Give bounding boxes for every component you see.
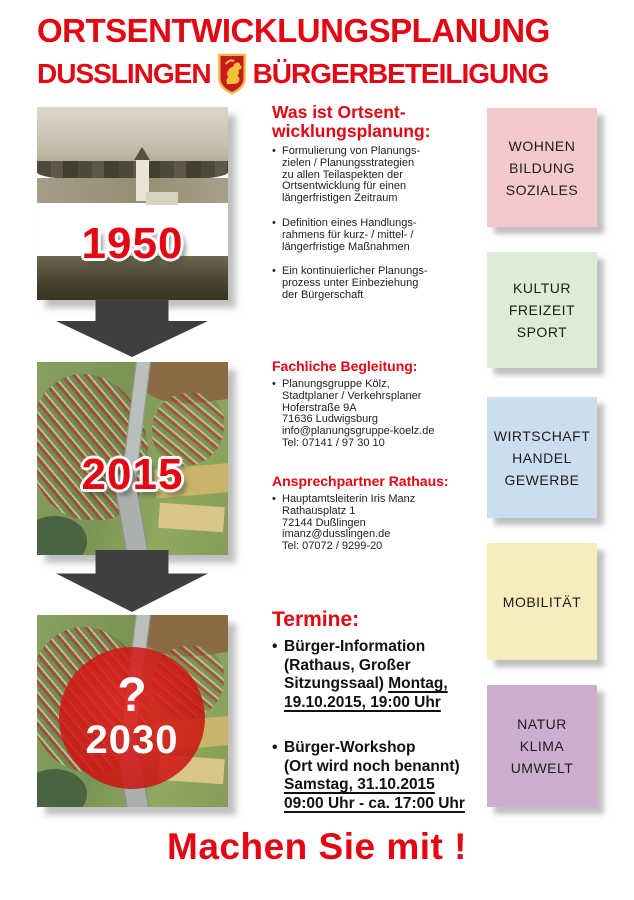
- text-line: KULTUR: [513, 280, 571, 296]
- text-line: imanz@dusslingen.de: [282, 528, 391, 541]
- year-label-2015: 2015: [81, 450, 184, 499]
- event-line: • Bürger-Information: [284, 638, 426, 655]
- title-dusslingen: DUSSLINGEN: [37, 58, 211, 89]
- text-line: Tel: 07072 / 9299-20: [282, 540, 383, 553]
- text-line: Tel: 07141 / 97 30 10: [282, 436, 385, 449]
- text-line: • Planungsgruppe Kölz,: [282, 378, 390, 390]
- section-heading: [272, 103, 484, 141]
- section-termine: [272, 608, 484, 813]
- termine-event-buerger-information: [272, 638, 484, 712]
- dusslingen-coat-of-arms-icon: [218, 53, 246, 95]
- section-heading: Fachliche Begleitung:: [272, 358, 418, 374]
- text-line: zielen / Planungsstrategien: [282, 156, 415, 169]
- event-line: [284, 675, 484, 694]
- text-line: SOZIALES: [505, 181, 579, 198]
- photo-1950-aerial-view: [37, 107, 228, 300]
- bullet-item: [272, 266, 484, 301]
- termine-event-buerger-workshop: [272, 739, 484, 813]
- text-line: BILDUNG: [509, 159, 575, 176]
- call-to-action: Machen Sie mit !: [167, 826, 467, 867]
- photo-wheat-field: [158, 503, 225, 533]
- text-line: Stadtplaner / Verkehrsplaner: [282, 389, 422, 402]
- contact-block: [272, 494, 484, 553]
- contact-block: [272, 379, 484, 450]
- text-line: längerfristige Maßnahmen: [282, 240, 410, 253]
- heading-line: Was ist Ortsent-: [272, 102, 406, 122]
- text-line: Hoferstraße 9A: [282, 401, 357, 414]
- section-heading: Termine:: [272, 608, 360, 631]
- future-question-circle: [59, 647, 205, 789]
- event-date: Samstag, 31.10.2015: [284, 776, 435, 793]
- keyword-box-mobilitaet: [487, 543, 597, 660]
- text-line: 72144 Dußlingen: [282, 516, 366, 529]
- title-buergerbeteiligung: BÜRGERBETEILIGUNG: [252, 58, 549, 89]
- section-ansprechpartner: [272, 473, 484, 566]
- keyword-box-wohnen-bildung-soziales: [487, 108, 597, 227]
- text-line: zu allen Teilaspekten der: [282, 168, 403, 181]
- bullet-item: [272, 146, 484, 205]
- section-fachliche-begleitung: [272, 358, 484, 463]
- text-line: Rathausplatz 1: [282, 504, 356, 517]
- text-line: • Hauptamtsleiterin Iris Manz: [282, 493, 416, 505]
- photo-fields: [37, 178, 228, 203]
- question-mark: ?: [117, 669, 147, 722]
- event-text: Sitzungssaal): [284, 675, 389, 692]
- heading-line: wicklungsplanung:: [272, 121, 431, 141]
- event-date: 09:00 Uhr - ca. 17:00 Uhr: [284, 794, 465, 812]
- text-line: WOHNEN: [508, 137, 576, 154]
- text-line: Ortsentwicklung für einen: [282, 180, 407, 193]
- text-line: info@planungsgruppe-koelz.de: [282, 425, 435, 438]
- text-line: MOBILITÄT: [502, 593, 582, 610]
- event-date: Montag,: [388, 675, 448, 692]
- text-line: FREIZEIT: [508, 302, 576, 318]
- title-line1: ORTSENTWICKLUNGSPLANUNG: [37, 12, 550, 49]
- title-line2: [37, 53, 603, 95]
- text-line: UMWELT: [510, 760, 574, 776]
- photo-2015-aerial-view: [37, 362, 228, 555]
- section-was-ist: [272, 103, 484, 315]
- text-line: 71636 Ludwigsburg: [282, 413, 379, 426]
- text-line: HANDEL: [512, 449, 572, 466]
- event-date: 19.10.2015, 19:00 Uhr: [284, 693, 441, 711]
- text-line: rahmens für kurz- / mittel- /: [282, 228, 414, 241]
- down-arrow-icon: [56, 550, 208, 612]
- text-line: SPORT: [516, 324, 568, 340]
- text-line: • Ein kontinuierlicher Planungs-: [282, 265, 428, 278]
- bullet-item: [272, 218, 484, 253]
- church-nave: [146, 192, 178, 205]
- year-label-2030: 2030: [85, 718, 179, 762]
- text-line: NATUR: [517, 716, 567, 732]
- down-arrow-icon: [56, 299, 208, 357]
- text-line: KLIMA: [519, 738, 565, 754]
- text-line: • Formulierung von Planungs-: [282, 145, 421, 157]
- photo-forest: [37, 516, 87, 555]
- text-line: WIRTSCHAFT: [493, 427, 591, 444]
- event-line: (Ort wird noch benannt): [284, 757, 460, 775]
- text-line: der Bürgerschaft: [282, 288, 364, 301]
- text-line: prozess unter Einbeziehung: [282, 277, 419, 290]
- event-line: (Rathaus, Großer: [284, 656, 411, 674]
- photo-sky: [37, 107, 228, 165]
- event-line: • Bürger-Workshop: [284, 739, 416, 756]
- text-line: GEWERBE: [504, 471, 580, 488]
- text-line: längerfristigen Zeitraum: [282, 192, 398, 205]
- keyword-box-natur-klima-umwelt: [487, 685, 597, 807]
- photo-2030-future-view: [37, 615, 228, 807]
- keyword-box-kultur-freizeit-sport: [487, 252, 597, 368]
- photo-forest: [37, 769, 87, 807]
- keyword-box-wirtschaft-handel-gewerbe: [487, 397, 597, 518]
- text-line: • Definition eines Handlungs-: [282, 216, 417, 229]
- year-label-1950: 1950: [81, 219, 184, 268]
- section-heading: Ansprechpartner Rathaus:: [272, 473, 449, 489]
- poster-title: [37, 12, 603, 95]
